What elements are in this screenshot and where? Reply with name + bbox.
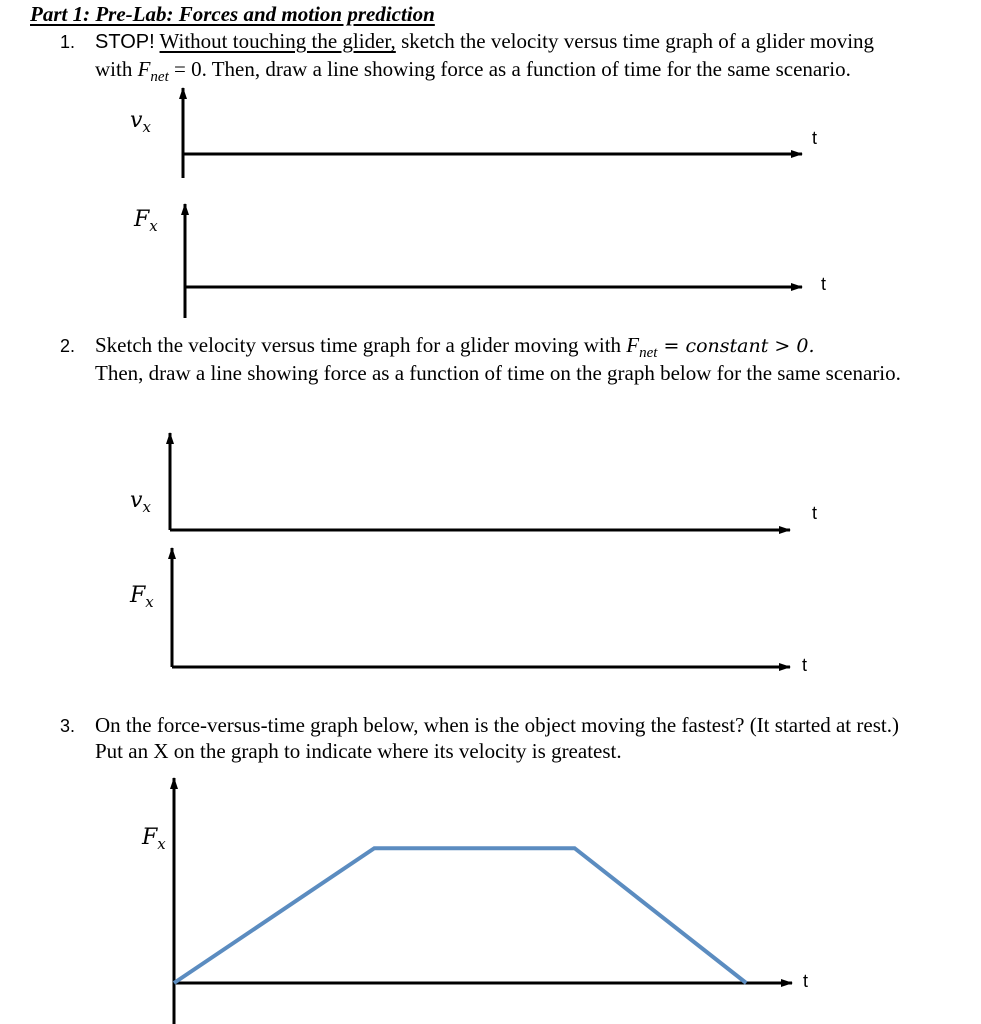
q3-line-1: On the force-versus-time graph below, when is the object moving the fastest? (It started at rest.) — [95, 713, 899, 737]
q3-number: 3. — [60, 716, 76, 736]
q2-line-1: Sketch the velocity versus time graph for a glider moving with $F_{net}$ = constant > 0. — [95, 333, 815, 361]
q2-number: 2. — [60, 336, 76, 356]
graph2-vx-label: $v_x$ — [130, 488, 151, 516]
graph2-fx-label: $F_x$ — [130, 583, 154, 611]
q1-line-2: with $F_{net} = 0$. Then, draw a line showing force as a function of time for the same scenario. — [95, 57, 851, 85]
graph1-fx-t-label: t — [821, 274, 827, 294]
q3-line-2: Put an X on the graph to indicate where its velocity is greatest. — [95, 739, 622, 763]
graph1-fx-label: $F_x$ — [134, 207, 158, 235]
part-heading: Part 1: Pre-Lab: Forces and motion prediction — [30, 2, 435, 26]
graph2-fx-t-label: t — [802, 655, 808, 675]
q2-line-2: Then, draw a line showing force as a function of time on the graph below for the same scenario. — [95, 361, 901, 385]
graph1-vx-t-label: t — [812, 128, 818, 148]
graph3-t-label: t — [803, 971, 809, 991]
q1-text-a: sketch the velocity versus time graph of a glider moving — [395, 29, 875, 53]
q1-number: 1. — [60, 32, 76, 52]
graph2-vx-t-label: t — [812, 503, 818, 523]
q1-stop: STOP! — [95, 31, 155, 53]
force-series-line — [174, 848, 746, 983]
graph1-vx-label: $v_x$ — [130, 108, 151, 136]
q1-underlined: Without touching the glider, — [159, 29, 396, 53]
graph3-fx-label: $F_x$ — [142, 825, 166, 853]
